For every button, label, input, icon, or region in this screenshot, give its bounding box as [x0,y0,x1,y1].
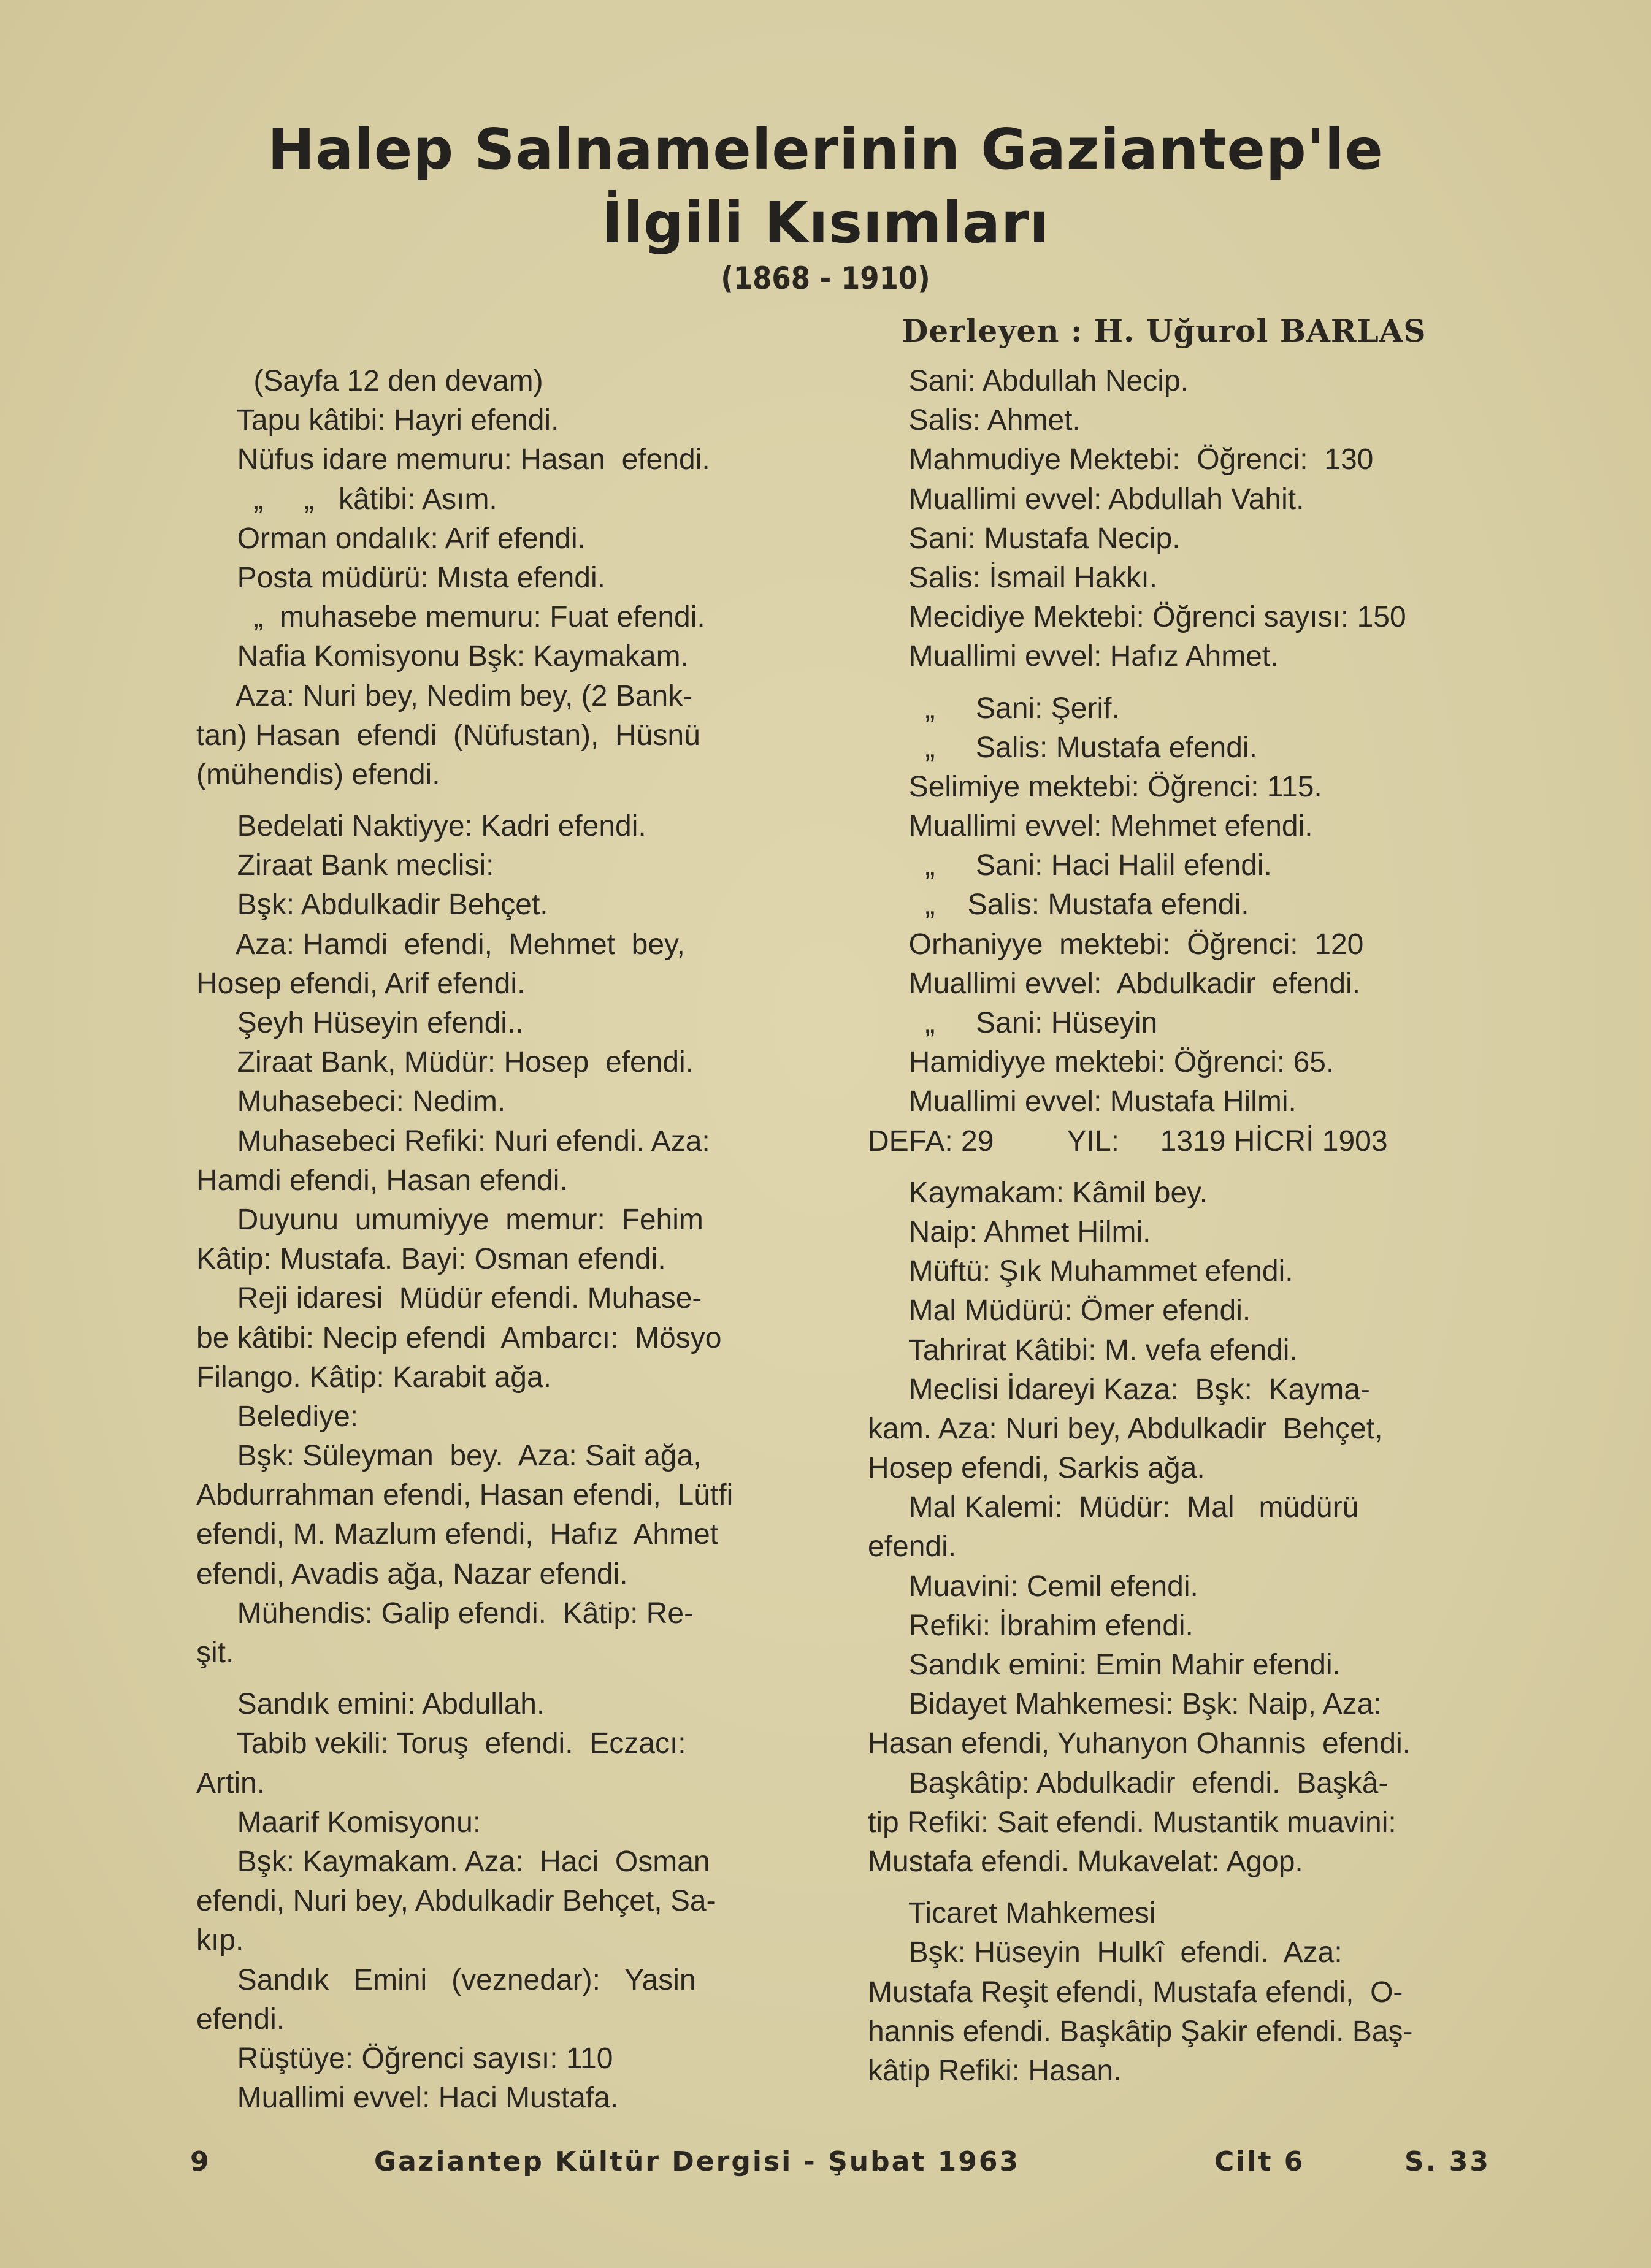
text-line: DEFA: 29 YIL: 1319 HİCRİ 1903 [868,1124,1388,1158]
text-line: Salis: İsmail Hakkı. [868,561,1158,594]
text-line: Refiki: İbrahim efendi. [868,1609,1193,1642]
text-line: Salis: Ahmet. [868,404,1081,437]
text-line: Orhaniyye mektebi: Öğrenci: 120 [868,928,1364,961]
text-line: Maarif Komisyonu: [196,1806,481,1839]
text-line: kâtip Refiki: Hasan. [868,2054,1122,2087]
left-column [196,362,834,2118]
text-line: Ziraat Bank meclisi: [196,849,494,882]
text-line: Bşk: Kaymakam. Aza: Haci Osman [196,1845,710,1878]
text-line: Bşk: Süleyman bey. Aza: Sait ağa, [196,1440,702,1473]
text-line: kam. Aza: Nuri bey, Abdulkadir Behçet, [868,1412,1383,1445]
author-byline: Derleyen : H. Uğurol BARLAS [902,313,1427,349]
text-line: Hosep efendi, Sarkis ağa. [868,1452,1205,1485]
text-line: Filango. Kâtip: Karabit ağa. [196,1361,552,1394]
text-line: (mühendis) efendi. [196,758,440,791]
text-line: Muallimi evvel: Abdullah Vahit. [868,483,1304,516]
text-line: Aza: Nuri bey, Nedim bey, (2 Bank- [196,679,693,712]
text-line: Posta müdürü: Mısta efendi. [196,561,605,594]
text-line: Hamidiyye mektebi: Öğrenci: 65. [868,1046,1335,1079]
text-line: Sani: Abdullah Necip. [868,365,1189,397]
text-line: Mecidiye Mektebi: Öğrenci sayısı: 150 [868,601,1406,634]
text-line: Mustafa Reşit efendi, Mustafa efendi, O- [868,1976,1403,2009]
text-line: Mühendis: Galip efendi. Kâtip: Re- [196,1597,694,1630]
text-line: Ziraat Bank, Müdür: Hosep efendi. [196,1046,694,1079]
text-line: Hamdi efendi, Hasan efendi. [196,1164,568,1197]
text-line: Tapu kâtibi: Hayri efendi. [196,404,559,437]
text-line: „ Sani: Şerif. [868,692,1120,725]
text-line: Müftü: Şık Muhammet efendi. [868,1255,1293,1288]
text-line: kıp. [196,1924,244,1957]
text-line: „ Salis: Mustafa efendi. [868,888,1249,922]
text-line: Muhasebeci Refiki: Nuri efendi. Aza: [196,1124,710,1158]
text-line: Muallimi evvel: Hafız Ahmet. [868,640,1279,673]
text-line: Orman ondalık: Arif efendi. [196,522,586,555]
text-line: Muallimi evvel: Mustafa Hilmi. [868,1085,1297,1118]
text-line: Hosep efendi, Arif efendi. [196,967,526,1000]
text-line: Bidayet Mahkemesi: Bşk: Naip, Aza: [868,1688,1382,1721]
text-line: „ Sani: Haci Halil efendi. [868,849,1272,882]
text-line: efendi, Avadis ağa, Nazar efendi. [196,1557,628,1590]
text-line: Tabib vekili: Toruş efendi. Eczacı: [196,1727,686,1760]
text-line: „ Sani: Hüseyin [868,1007,1158,1039]
text-line: efendi, M. Mazlum efendi, Hafız Ahmet [196,1518,719,1551]
page-footer [190,2146,1503,2183]
text-line: efendi. [868,1530,957,1564]
text-line: Selimiye mektebi: Öğrenci: 115. [868,770,1322,803]
text-line: Aza: Hamdi efendi, Mehmet bey, [196,928,685,961]
text-line: Duyunu umumiyye memur: Fehim [196,1203,703,1236]
text-line: tip Refiki: Sait efendi. Mustantik muavini: [868,1806,1396,1839]
text-line: Bedelati Naktiyye: Kadri efendi. [196,810,646,843]
article-title-line-1: Halep Salnamelerinin Gaziantep'le [267,116,1384,182]
journal-name: Gaziantep Kültür Dergisi - Şubat 1963 [374,2146,1021,2177]
text-line: efendi, Nuri bey, Abdulkadir Behçet, Sa- [196,1885,716,1918]
text-line: tan) Hasan efendi (Nüfustan), Hüsnü [196,719,700,752]
text-line: Hasan efendi, Yuhanyon Ohannis efendi. [868,1727,1411,1760]
text-line: Kâtip: Mustafa. Bayi: Osman efendi. [196,1243,666,1276]
text-line: Şeyh Hüseyin efendi.. [196,1007,524,1039]
article-title-line-2: İlgili Kısımları [602,190,1049,256]
text-line: Meclisi İdareyi Kaza: Bşk: Kayma- [868,1373,1370,1406]
text-line: Muhasebeci: Nedim. [196,1085,506,1118]
text-line: Nafia Komisyonu Bşk: Kaymakam. [196,640,689,673]
text-line: Muavini: Cemil efendi. [868,1570,1198,1603]
paragraph-gap [196,1673,834,1685]
text-line: „ muhasebe memuru: Fuat efendi. [196,601,705,634]
date-range: (1868 - 1910) [721,261,930,296]
text-line: be kâtibi: Necip efendi Ambarcı: Mösyo [196,1321,722,1354]
text-line: hannis efendi. Başkâtip Şakir efendi. Baş- [868,2015,1413,2048]
text-line: Bşk: Abdulkadir Behçet. [196,888,548,922]
paragraph-gap [868,677,1512,689]
volume-label: Cilt 6 [1214,2146,1305,2177]
text-line: şit. [196,1636,234,1669]
text-line: (Sayfa 12 den devam) [196,365,543,397]
text-line: Muallimi evvel: Haci Mustafa. [196,2082,619,2115]
text-line: Mal Kalemi: Müdür: Mal müdürü [868,1491,1359,1524]
text-line: Kaymakam: Kâmil bey. [868,1176,1208,1209]
text-line: Tahrirat Kâtibi: M. vefa efendi. [868,1334,1298,1367]
page-number: 9 [190,2146,211,2177]
text-line: Başkâtip: Abdulkadir efendi. Başkâ- [868,1766,1389,1800]
paragraph-gap [196,795,834,807]
text-line: Muallimi evvel: Mehmet efendi. [868,810,1313,843]
text-line: Rüştüye: Öğrenci sayısı: 110 [196,2042,613,2075]
text-line: Muallimi evvel: Abdulkadir efendi. [868,967,1361,1000]
paragraph-gap [868,1161,1512,1174]
text-line: Reji idaresi Müdür efendi. Muhase- [196,1282,702,1315]
text-line: Bşk: Hüseyin Hulkî efendi. Aza: [868,1936,1343,1969]
text-line: Sani: Mustafa Necip. [868,522,1181,555]
text-line: Nüfus idare memuru: Hasan efendi. [196,443,710,476]
text-line: Sandık emini: Abdullah. [196,1688,545,1721]
text-line: efendi. [196,2003,285,2036]
right-column [868,362,1512,2091]
text-line: „ „ kâtibi: Asım. [196,483,497,516]
text-line: Ticaret Mahkemesi [868,1897,1156,1930]
paragraph-gap [868,1882,1512,1894]
text-line: Mustafa efendi. Mukavelat: Agop. [868,1845,1303,1878]
text-line: Mal Müdürü: Ömer efendi. [868,1294,1251,1327]
text-line: „ Salis: Mustafa efendi. [868,731,1257,764]
text-line: Mahmudiye Mektebi: Öğrenci: 130 [868,443,1374,476]
text-line: Sandık Emini (veznedar): Yasin [196,1963,696,1996]
text-line: Sandık emini: Emin Mahir efendi. [868,1649,1341,1681]
text-line: Naip: Ahmet Hilmi. [868,1215,1151,1248]
text-line: Belediye: [196,1400,359,1433]
text-line: Artin. [196,1766,266,1800]
text-line: Abdurrahman efendi, Hasan efendi, Lütfi [196,1479,734,1512]
issue-label: S. 33 [1404,2146,1490,2177]
